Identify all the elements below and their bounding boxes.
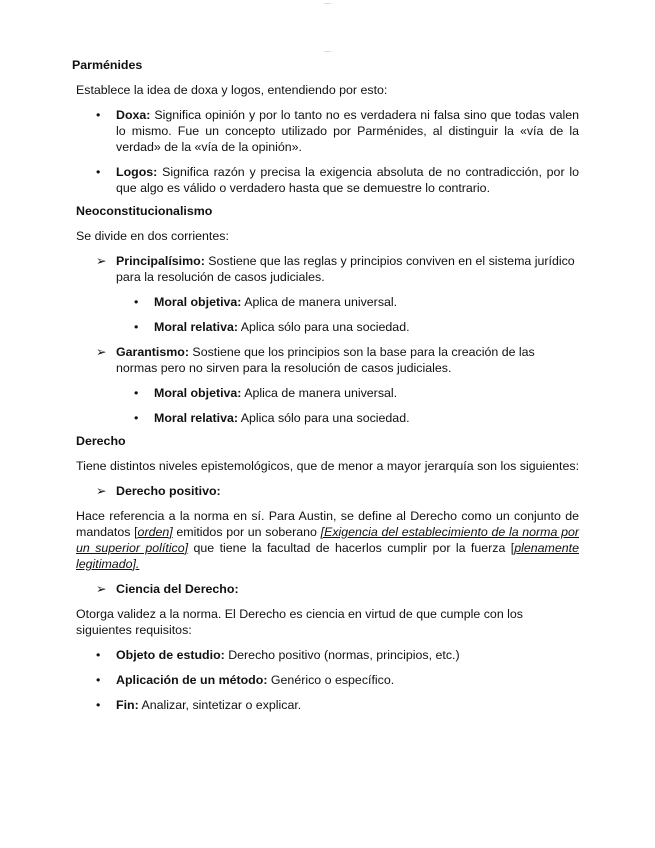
sub-list-item	[76, 385, 579, 401]
list-item	[76, 164, 579, 196]
list-item	[76, 697, 579, 713]
term-label: Garantismo:	[116, 345, 189, 359]
list-item	[76, 672, 579, 688]
term-label: Logos:	[116, 165, 158, 179]
term-label: Moral objetiva:	[154, 295, 242, 309]
bullet-icon: •	[96, 673, 101, 687]
sub-list-item	[76, 410, 579, 426]
bullet-icon: •	[96, 698, 101, 712]
bullet-icon: •	[96, 108, 101, 122]
sub-list-item	[76, 294, 579, 310]
term-text: Analizar, sintetizar o explicar.	[138, 698, 302, 712]
ciencia-intro: Otorga validez a la norma. El Derecho es ciencia en virtud de que cumple con los siguientes requisitos:	[76, 607, 523, 637]
term-text: Genérico o específico.	[267, 673, 395, 687]
neo-intro: Se divide en dos corrientes:	[76, 229, 229, 243]
term-label: Fin:	[116, 698, 139, 712]
term-text: Significa razón y precisa la exigencia absoluta de no contradicción, por lo que algo es válido o verdadero hasta que se demuestre lo contrario.	[116, 165, 579, 195]
term-label: Moral objetiva:	[154, 386, 242, 400]
paragraph-text: que tiene la facultad de hacerlos cumplir por la fuerza [	[188, 541, 515, 555]
term-label: Moral relativa:	[154, 411, 239, 425]
bullet-icon: •	[134, 411, 139, 425]
term-legitimado: plenamente legitimado].	[76, 541, 579, 571]
derecho-intro: Tiene distintos niveles epistemológicos, que de menor a mayor jerarquía son los siguientes:	[76, 459, 580, 473]
bullet-icon: •	[96, 648, 101, 662]
page-header-mark-2: -----	[324, 48, 331, 53]
term-orden: orden]	[137, 525, 173, 539]
derecho-positivo-paragraph	[76, 508, 579, 572]
arrow-bullet-icon: ➢	[96, 484, 107, 498]
term-text: Aplica de manera universal.	[241, 386, 398, 400]
section-heading-parmenides: Parménides	[72, 58, 143, 72]
subheading-label: Ciencia del Derecho:	[116, 582, 239, 596]
current-item-principalisimo	[76, 253, 579, 285]
sub-list-item	[76, 319, 579, 335]
bullet-icon: •	[134, 386, 139, 400]
bullet-icon: •	[96, 165, 101, 179]
arrow-bullet-icon: ➢	[96, 582, 107, 596]
subheading-ciencia-del-derecho	[76, 581, 579, 597]
term-text: Aplica sólo para una sociedad.	[238, 411, 410, 425]
term-text: Derecho positivo (normas, principios, etc.)	[224, 648, 460, 662]
term-text: Aplica de manera universal.	[241, 295, 398, 309]
list-item	[76, 647, 579, 663]
arrow-bullet-icon: ➢	[96, 254, 107, 268]
term-text: Aplica sólo para una sociedad.	[238, 320, 410, 334]
term-label: Moral relativa:	[154, 320, 239, 334]
page-header-mark: -----	[324, 0, 331, 5]
document-body	[72, 57, 580, 722]
current-item-garantismo	[76, 344, 579, 376]
paragraph-text: emitidos por un soberano	[172, 525, 321, 539]
parmenides-intro: Establece la idea de doxa y logos, entendiendo por esto:	[76, 83, 388, 97]
term-text: Significa opinión y por lo tanto no es verdadera ni falsa sino que todas valen lo mismo. Fue un concepto utilizado por Parménides, al distinguir la «vía de la verdad» de la «vía de la opinión».	[116, 108, 579, 154]
arrow-bullet-icon: ➢	[96, 345, 107, 359]
paragraph-text: Hace referencia a la norma en sí. Para Austin, se define al Derecho como un conjunto de mandatos [	[76, 509, 579, 539]
term-label: Objeto de estudio:	[116, 648, 225, 662]
term-text: Sostiene que los principios son la base para la creación de las normas pero no sirven para la resolución de casos judiciales.	[116, 345, 535, 375]
subheading-derecho-positivo	[76, 483, 579, 499]
subheading-label: Derecho positivo:	[116, 484, 221, 498]
section-heading-derecho: Derecho	[76, 434, 126, 448]
bullet-icon: •	[134, 320, 139, 334]
section-heading-neoconstitucionalismo: Neoconstitucionalismo	[76, 204, 213, 218]
list-item	[76, 107, 579, 155]
bullet-icon: •	[134, 295, 139, 309]
term-label: Aplicación de un método:	[116, 673, 268, 687]
term-label: Doxa:	[116, 108, 151, 122]
term-text: Sostiene que las reglas y principios conviven en el sistema jurídico para la resolución de casos judiciales.	[116, 254, 575, 284]
term-label: Principalísimo:	[116, 254, 205, 268]
term-exigencia: [Exigencia del establecimiento de la norma por un superior político]	[76, 525, 579, 555]
